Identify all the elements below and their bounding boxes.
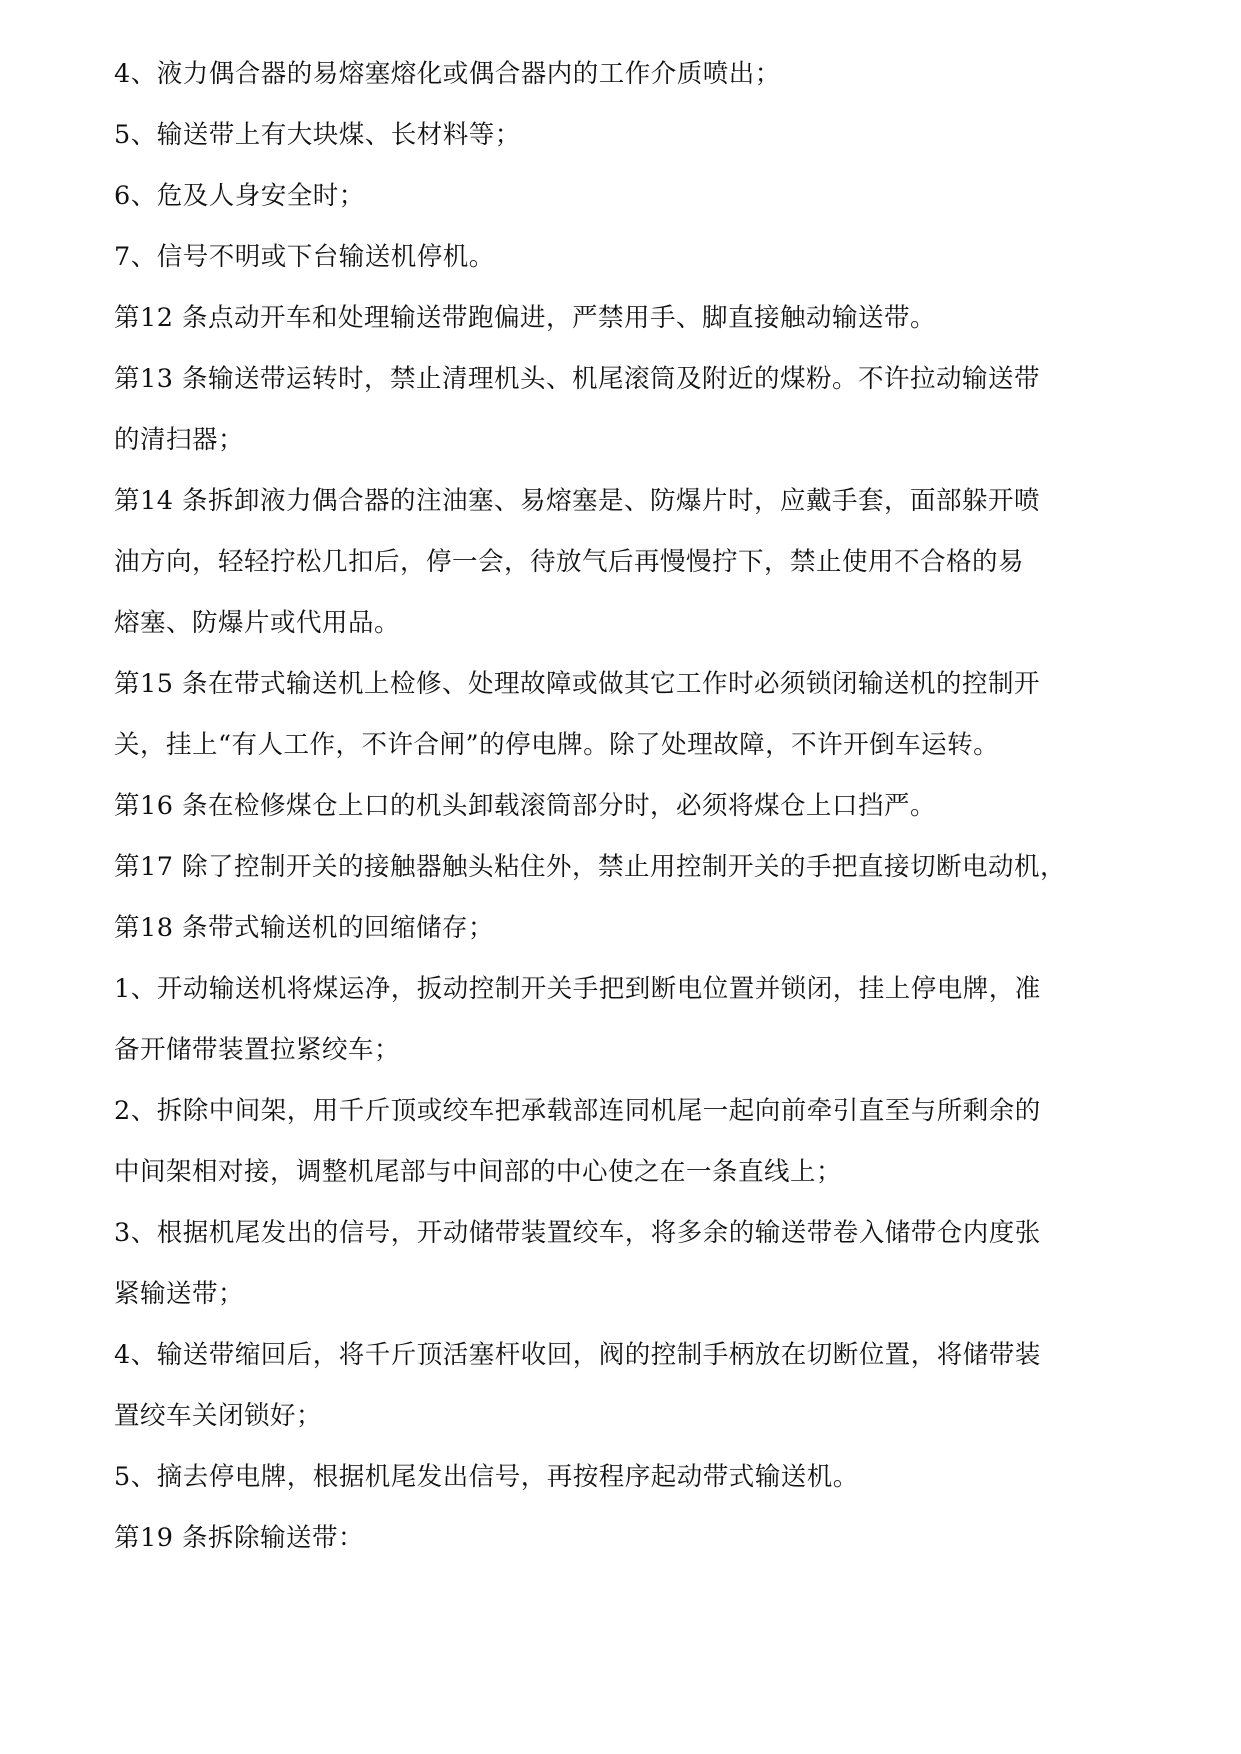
- paragraph-step-2: [114, 1081, 1144, 1203]
- paragraph-step-3: [114, 1203, 1144, 1325]
- text-line: 4、输送带缩回后，将千斤顶活塞杆收回，阀的控制手柄放在切断位置，将储带装: [114, 1340, 1041, 1370]
- paragraph-item-6: [114, 166, 1144, 227]
- paragraph-article-15: [114, 654, 1144, 776]
- text-line: 油方向，轻轻拧松几扣后，停一会，待放气后再慢慢拧下，禁止使用不合格的易: [114, 547, 1025, 577]
- text-line: 5、摘去停电牌，根据机尾发出信号，再按程序起动带式输送机。: [114, 1462, 859, 1492]
- text-line: 置绞车关闭锁好；: [114, 1401, 323, 1431]
- text-line: 第12 条点动开车和处理输送带跑偏进，严禁用手、脚直接触动输送带。: [114, 303, 937, 333]
- paragraph-step-5: [114, 1447, 1144, 1508]
- paragraph-article-16: [114, 776, 1144, 837]
- paragraph-article-13: [114, 349, 1144, 471]
- text-line: 第13 条输送带运转时，禁止清理机头、机尾滚筒及附近的煤粉。不许拉动输送带: [114, 364, 1041, 394]
- paragraph-item-5: [114, 105, 1144, 166]
- text-line: 1、开动输送机将煤运净，扳动控制开关手把到断电位置并锁闭，挂上停电牌，准: [114, 974, 1041, 1004]
- text-line: 6、危及人身安全时；: [114, 181, 365, 211]
- paragraph-article-19: [114, 1508, 1144, 1569]
- text-line: 5、输送带上有大块煤、长材料等；: [114, 120, 521, 150]
- text-line: 第14 条拆卸液力偶合器的注油塞、易熔塞是、防爆片时，应戴手套，面部躲开喷: [114, 486, 1041, 516]
- text-line: 备开储带装置拉紧绞车；: [114, 1035, 401, 1065]
- text-line: 第18 条带式输送机的回缩储存；: [114, 913, 495, 943]
- paragraph-step-4: [114, 1325, 1144, 1447]
- text-line: 2、拆除中间架，用千斤顶或绞车把承载部连同机尾一起向前牵引直至与所剩余的: [114, 1096, 1041, 1126]
- text-line: 中间架相对接，调整机尾部与中间部的中心使之在一条直线上；: [114, 1157, 843, 1187]
- document-body: [114, 44, 1144, 1569]
- paragraph-step-1: [114, 959, 1144, 1081]
- text-line: 第19 条拆除输送带：: [114, 1523, 365, 1553]
- paragraph-article-12: [114, 288, 1144, 349]
- paragraph-item-4: [114, 44, 1144, 105]
- text-line: 第17 除了控制开关的接触器触头粘住外，禁止用控制开关的手把直接切断电动机，: [114, 852, 1067, 882]
- paragraph-article-18: [114, 898, 1144, 959]
- text-line: 的清扫器；: [114, 425, 245, 455]
- text-line: 3、根据机尾发出的信号，开动储带装置绞车，将多余的输送带卷入储带仓内度张: [114, 1218, 1041, 1248]
- paragraph-article-14: [114, 471, 1144, 654]
- text-line: 第16 条在检修煤仓上口的机头卸载滚筒部分时，必须将煤仓上口挡严。: [114, 791, 937, 821]
- paragraph-item-7: [114, 227, 1144, 288]
- text-line: 熔塞、防爆片或代用品。: [114, 608, 401, 638]
- text-line: 第15 条在带式输送机上检修、处理故障或做其它工作时必须锁闭输送机的控制开: [114, 669, 1041, 699]
- paragraph-article-17: [114, 837, 1144, 898]
- text-line: 4、液力偶合器的易熔塞熔化或偶合器内的工作介质喷出；: [114, 59, 781, 89]
- text-line: 关，挂上“有人工作，不许合闸”的停电牌。除了处理故障，不许开倒车运转。: [114, 730, 1000, 760]
- text-line: 7、信号不明或下台输送机停机。: [114, 242, 495, 272]
- text-line: 紧输送带；: [114, 1279, 245, 1309]
